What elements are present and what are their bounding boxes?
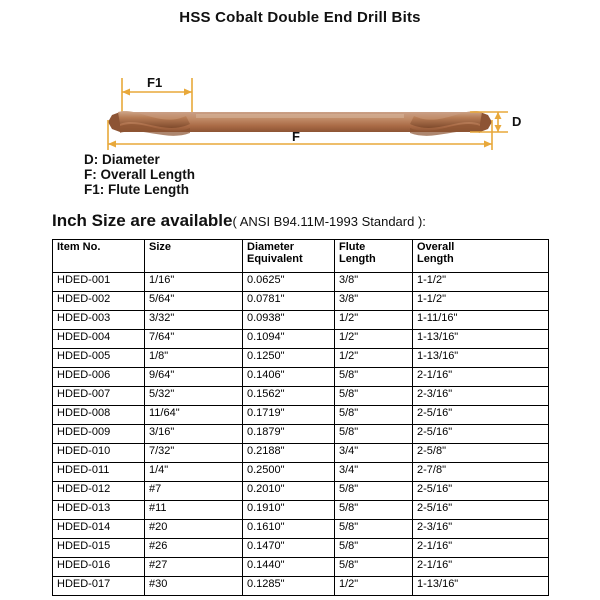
table-cell: 7/32" <box>145 444 243 463</box>
table-cell: 0.1250" <box>243 349 335 368</box>
table-cell: HDED-011 <box>53 463 145 482</box>
table-cell: 0.1470" <box>243 539 335 558</box>
table-cell: 5/8" <box>335 539 413 558</box>
table-row <box>53 463 549 482</box>
table-cell: 5/8" <box>335 520 413 539</box>
table-row <box>53 311 549 330</box>
table-cell: HDED-007 <box>53 387 145 406</box>
table-row <box>53 520 549 539</box>
table-cell: 1/2" <box>335 311 413 330</box>
col-header-flute-length: Flute Length <box>335 240 413 273</box>
table-cell: 0.1440" <box>243 558 335 577</box>
table-cell: 5/8" <box>335 368 413 387</box>
table-row <box>53 387 549 406</box>
table-cell: HDED-010 <box>53 444 145 463</box>
table-cell: 5/32" <box>145 387 243 406</box>
table-cell: 5/8" <box>335 501 413 520</box>
table-cell: 1/4" <box>145 463 243 482</box>
label-f: F <box>292 129 300 144</box>
table-cell: 3/8" <box>335 292 413 311</box>
table-cell: HDED-015 <box>53 539 145 558</box>
table-cell: 0.0781" <box>243 292 335 311</box>
table-cell: 0.2500" <box>243 463 335 482</box>
label-d: D <box>512 114 522 129</box>
table-cell: 2-3/16" <box>413 520 549 539</box>
table-cell: 2-7/8" <box>413 463 549 482</box>
table-row <box>53 482 549 501</box>
table-cell: 11/64" <box>145 406 243 425</box>
table-cell: HDED-014 <box>53 520 145 539</box>
table-cell: #27 <box>145 558 243 577</box>
table-row <box>53 425 549 444</box>
section-heading-standard: ( ANSI B94.11M-1993 Standard ): <box>232 214 426 229</box>
table-row <box>53 292 549 311</box>
table-cell: HDED-001 <box>53 273 145 292</box>
table-row <box>53 406 549 425</box>
table-cell: HDED-006 <box>53 368 145 387</box>
table-cell: 0.1094" <box>243 330 335 349</box>
drill-bit-illustration <box>0 30 600 150</box>
table-cell: HDED-013 <box>53 501 145 520</box>
table-cell: 0.2188" <box>243 444 335 463</box>
table-cell: 0.1910" <box>243 501 335 520</box>
table-row <box>53 349 549 368</box>
table-cell: #26 <box>145 539 243 558</box>
table-cell: HDED-005 <box>53 349 145 368</box>
legend <box>84 152 600 197</box>
table-row <box>53 330 549 349</box>
table-cell: 1-13/16" <box>413 349 549 368</box>
table-cell: 0.0938" <box>243 311 335 330</box>
table-cell: 1-11/16" <box>413 311 549 330</box>
table-cell: 3/16" <box>145 425 243 444</box>
table-cell: 0.1610" <box>243 520 335 539</box>
col-header-size: Size <box>145 240 243 273</box>
table-cell: #7 <box>145 482 243 501</box>
table-cell: HDED-009 <box>53 425 145 444</box>
table-cell: 1-13/16" <box>413 577 549 596</box>
table-cell: 3/32" <box>145 311 243 330</box>
table-cell: 2-5/16" <box>413 425 549 444</box>
col-header-overall-length: Overall Length <box>413 240 549 273</box>
drill-bit-body <box>108 111 492 136</box>
table-row <box>53 558 549 577</box>
table-cell: 0.1285" <box>243 577 335 596</box>
table-cell: HDED-017 <box>53 577 145 596</box>
table-cell: #30 <box>145 577 243 596</box>
legend-item-overall-length: F: Overall Length <box>84 167 196 182</box>
table-cell: 3/8" <box>335 273 413 292</box>
table-cell: HDED-004 <box>53 330 145 349</box>
table-cell: 1-1/2" <box>413 292 549 311</box>
table-row <box>53 577 549 596</box>
table-cell: 5/8" <box>335 558 413 577</box>
col-header-item-no: Item No. <box>53 240 145 273</box>
table-row <box>53 273 549 292</box>
table-cell: 1/8" <box>145 349 243 368</box>
table-cell: HDED-012 <box>53 482 145 501</box>
table-cell: 1/16" <box>145 273 243 292</box>
table-cell: 5/8" <box>335 425 413 444</box>
table-cell: 3/4" <box>335 444 413 463</box>
table-cell: 2-1/16" <box>413 368 549 387</box>
table-cell: #20 <box>145 520 243 539</box>
table-row <box>53 444 549 463</box>
table-cell: 2-3/16" <box>413 387 549 406</box>
table-cell: 0.1719" <box>243 406 335 425</box>
table-cell: HDED-003 <box>53 311 145 330</box>
table-cell: 2-1/16" <box>413 558 549 577</box>
table-row <box>53 501 549 520</box>
table-cell: 0.1879" <box>243 425 335 444</box>
table-cell: 5/64" <box>145 292 243 311</box>
table-cell: 2-5/16" <box>413 482 549 501</box>
table-cell: 9/64" <box>145 368 243 387</box>
table-cell: 5/8" <box>335 482 413 501</box>
section-heading <box>52 211 600 231</box>
table-cell: #11 <box>145 501 243 520</box>
legend-item-flute-length: F1: Flute Length <box>84 182 189 197</box>
table-cell: HDED-008 <box>53 406 145 425</box>
table-cell: 5/8" <box>335 387 413 406</box>
table-cell: 0.1562" <box>243 387 335 406</box>
col-header-diameter-equivalent: Diameter Equivalent <box>243 240 335 273</box>
table-cell: 1-13/16" <box>413 330 549 349</box>
table-cell: 3/4" <box>335 463 413 482</box>
table-cell: 0.1406" <box>243 368 335 387</box>
table-cell: 0.2010" <box>243 482 335 501</box>
table-cell: 2-5/16" <box>413 406 549 425</box>
table-cell: 2-5/16" <box>413 501 549 520</box>
table-cell: 1/2" <box>335 330 413 349</box>
label-f1: F1 <box>147 75 163 90</box>
drill-bit-diagram <box>0 30 600 150</box>
legend-item-diameter: D: Diameter <box>84 152 160 167</box>
table-cell: HDED-016 <box>53 558 145 577</box>
table-cell: HDED-002 <box>53 292 145 311</box>
table-row <box>53 539 549 558</box>
table-cell: 1/2" <box>335 349 413 368</box>
table-cell: 1/2" <box>335 577 413 596</box>
table-cell: 2-1/16" <box>413 539 549 558</box>
table-cell: 0.0625" <box>243 273 335 292</box>
page-title: HSS Cobalt Double End Drill Bits <box>179 9 421 26</box>
section-heading-bold: Inch Size are available <box>52 211 233 230</box>
table-header-row <box>53 240 549 273</box>
spec-table <box>52 239 549 596</box>
table-cell: 2-5/8" <box>413 444 549 463</box>
table-cell: 7/64" <box>145 330 243 349</box>
table-cell: 1-1/2" <box>413 273 549 292</box>
table-cell: 5/8" <box>335 406 413 425</box>
table-row <box>53 368 549 387</box>
